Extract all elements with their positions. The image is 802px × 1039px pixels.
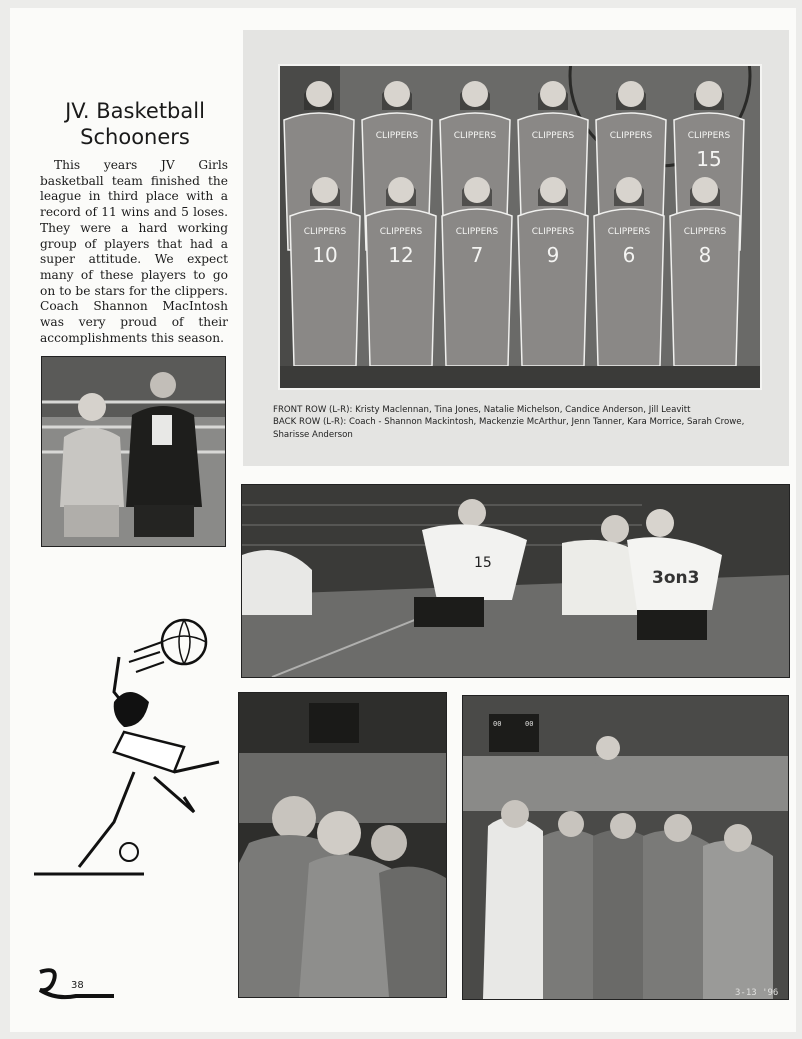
page-number: 38 <box>71 980 84 991</box>
coaches-photo-image <box>42 357 225 546</box>
jersey-number: 7 <box>470 243 484 267</box>
jersey-text: CLIPPERS <box>607 227 651 237</box>
article-body: This years JV Girls basketball team finished the league in third place with a record of 11 wins and 5 loses. They were a hard working group of players that had a super attitude. We expect many of these players to go on to be stars for the clippers. Coach Shannon MacIntosh was very proud of their accomplishments this season. <box>40 158 228 345</box>
jersey-text: CLIPPERS <box>455 227 499 237</box>
photo-date-stamp: 3-13 '96 <box>735 988 779 998</box>
scoreboard-left: 00 <box>493 720 502 728</box>
jersey-text: CLIPPERS <box>687 131 731 141</box>
warmup-shirt-print: 3on3 <box>652 568 700 588</box>
jersey-text: CLIPPERS <box>531 227 575 237</box>
jersey-text: CLIPPERS <box>303 227 347 237</box>
team-photo-image <box>280 66 760 388</box>
warmup-photo-image <box>242 485 789 677</box>
basketball-icon <box>162 620 206 664</box>
title-line-2: Schooners <box>80 125 190 149</box>
basketball-cartoon-illustration <box>34 612 234 897</box>
jersey-number: 12 <box>388 243 414 267</box>
jersey-text: CLIPPERS <box>531 131 575 141</box>
warmup-shirt-number: 15 <box>474 555 492 571</box>
caption-front-row: FRONT ROW (L-R): Kristy Maclennan, Tina Jones, Natalie Michelson, Candice Anderson, Jill Leavitt <box>273 405 691 415</box>
jersey-number: 15 <box>696 147 722 171</box>
jersey-number: 8 <box>698 243 712 267</box>
jersey-text: CLIPPERS <box>609 131 653 141</box>
jersey-text: CLIPPERS <box>379 227 423 237</box>
page-title <box>30 98 240 150</box>
jersey-number: 10 <box>312 243 338 267</box>
coaches-photo <box>41 356 226 547</box>
hug-photo-image <box>239 693 446 997</box>
photo-caption <box>273 404 767 441</box>
jersey-number: 6 <box>622 243 636 267</box>
scoreboard-right: 00 <box>525 720 534 728</box>
jersey-text: CLIPPERS <box>375 131 419 141</box>
jersey-text: CLIPPERS <box>453 131 497 141</box>
caption-back-row: BACK ROW (L-R): Coach - Shannon Mackintosh, Mackenzie McArthur, Jenn Tanner, Kara Morrice, Sarah Crowe, Sharisse Anderson <box>273 417 745 440</box>
hug-photo <box>238 692 447 998</box>
celebration-photo-image <box>463 696 788 999</box>
title-line-1: JV. Basketball <box>65 99 205 123</box>
jersey-number: 9 <box>546 243 560 267</box>
jersey-text: CLIPPERS <box>683 227 727 237</box>
team-photo <box>278 64 762 390</box>
warmup-photo <box>241 484 790 678</box>
celebration-photo <box>462 695 789 1000</box>
